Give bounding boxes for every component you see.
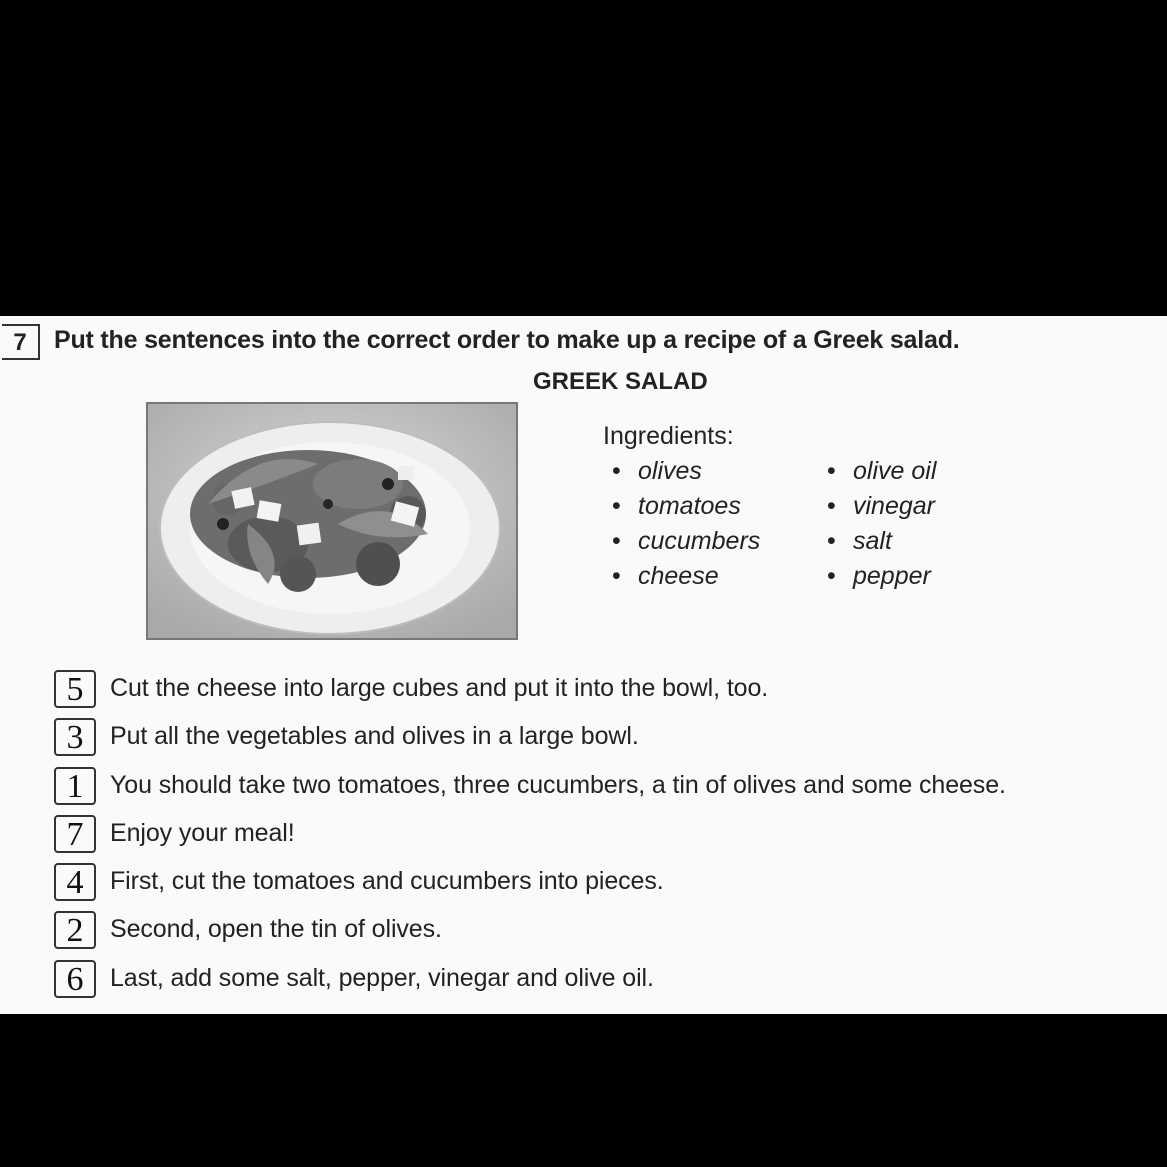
ingredient-item: • salt bbox=[827, 524, 936, 559]
ingredient-item: • tomatoes bbox=[612, 489, 760, 524]
answer-box[interactable]: 7 bbox=[54, 815, 96, 853]
bullet-icon: • bbox=[827, 457, 836, 485]
answer-box[interactable]: 4 bbox=[54, 863, 96, 901]
ingredients-column-2 bbox=[827, 454, 936, 594]
ingredients-column-1 bbox=[612, 454, 760, 594]
task-number: 7 bbox=[2, 324, 40, 360]
answer-box[interactable]: 3 bbox=[54, 718, 96, 756]
ingredient-item: • cheese bbox=[612, 559, 760, 594]
ingredient-item: • pepper bbox=[827, 559, 936, 594]
answer-box[interactable]: 1 bbox=[54, 767, 96, 805]
ingredient-item: • olives bbox=[612, 454, 760, 489]
salad-photo bbox=[146, 402, 518, 640]
bullet-icon: • bbox=[612, 527, 621, 555]
bullet-icon: • bbox=[612, 457, 621, 485]
ingredient-item: • cucumbers bbox=[612, 524, 760, 559]
step-text: Second, open the tin of olives. bbox=[110, 915, 442, 944]
step-text: Enjoy your meal! bbox=[110, 818, 295, 847]
answer-box[interactable]: 5 bbox=[54, 670, 96, 708]
task-instruction: Put the sentences into the correct order to make up a recipe of a Greek salad. bbox=[54, 326, 960, 354]
step-text: Last, add some salt, pepper, vinegar and olive oil. bbox=[110, 963, 654, 992]
ingredient-item: • vinegar bbox=[827, 489, 936, 524]
answer-box[interactable]: 6 bbox=[54, 960, 96, 998]
ingredient-item: • olive oil bbox=[827, 454, 936, 489]
step-text: Put all the vegetables and olives in a large bowl. bbox=[110, 722, 639, 751]
step-text: You should take two tomatoes, three cucumbers, a tin of olives and some cheese. bbox=[110, 770, 1006, 799]
step-text: Cut the cheese into large cubes and put it into the bowl, too. bbox=[110, 674, 769, 702]
bullet-icon: • bbox=[827, 527, 836, 555]
ingredients-heading: Ingredients: bbox=[603, 422, 734, 450]
bullet-icon: • bbox=[612, 492, 621, 520]
bullet-icon: • bbox=[827, 562, 836, 590]
bullet-icon: • bbox=[612, 562, 621, 590]
answer-box[interactable]: 2 bbox=[54, 911, 96, 949]
bullet-icon: • bbox=[827, 492, 836, 520]
step-text: First, cut the tomatoes and cucumbers into pieces. bbox=[110, 867, 664, 896]
recipe-title: GREEK SALAD bbox=[533, 368, 708, 395]
worksheet bbox=[0, 316, 1167, 1014]
